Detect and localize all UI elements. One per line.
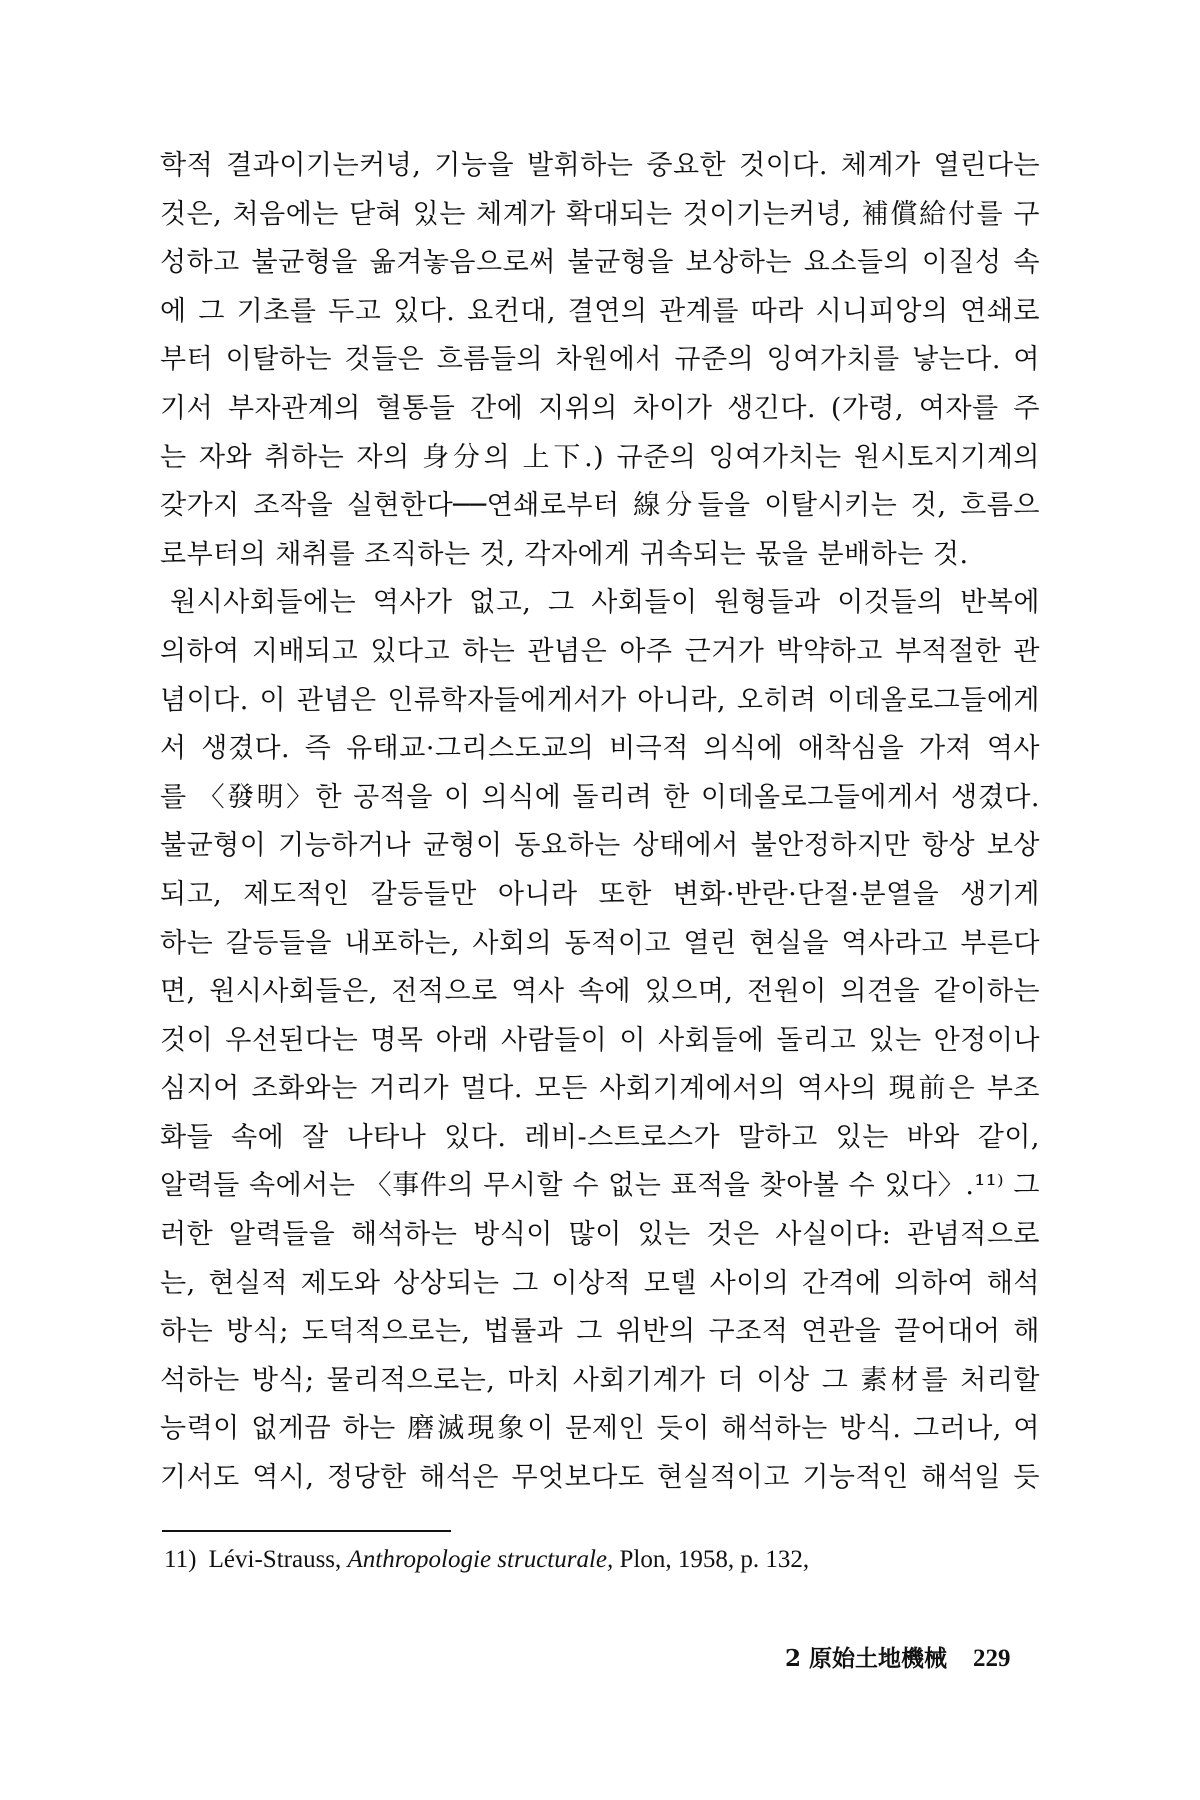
text-line: 부터 이탈하는 것들은 흐름들의 차원에서 규준의 잉여가치를 낳는다. 여	[160, 344, 1040, 376]
text-line: 원시사회들에는 역사가 없고, 그 사회들이 원형들과 이것들의 반복에	[170, 587, 1040, 619]
text-line: 념이다. 이 관념은 인류학자들에게서가 아니라, 오히려 이데올로그들에게	[160, 684, 1040, 716]
text-line: 불균형이 기능하거나 균형이 동요하는 상태에서 불안정하지만 항상 보상	[160, 830, 1040, 862]
text-line: 서 생겼다. 즉 유태교·그리스도교의 비극적 의식에 애착심을 가져 역사	[160, 733, 1040, 765]
footnote-number: 11)	[164, 1546, 197, 1573]
footnote-author: Lévi-Strauss,	[208, 1546, 342, 1573]
text-line: 를 〈發明〉한 공적을 이 의식에 돌리려 한 이데올로그들에게서 생겼다.	[160, 781, 1040, 813]
page-number: 229	[973, 1645, 1011, 1672]
text-line: 하는 방식; 도덕적으로는, 법률과 그 위반의 구조적 연관을 끌어대어 해	[160, 1316, 1040, 1348]
footnote-publication: Plon, 1958, p. 132,	[619, 1546, 810, 1573]
text-line: 것이 우선된다는 명목 아래 사람들이 이 사회들에 돌리고 있는 안정이나	[160, 1024, 1040, 1056]
text-line: 기서 부자관계의 혈통들 간에 지위의 차이가 생긴다. (가령, 여자를 주	[160, 392, 1040, 424]
running-footer	[785, 1640, 1011, 1673]
text-line: 면, 원시사회들은, 전적으로 역사 속에 있으며, 전원이 의견을 같이하는	[160, 976, 1040, 1008]
text-line: 알력들 속에서는 〈事件의 무시할 수 없는 표적을 찾아볼 수 있다〉.¹¹⁾ 그	[160, 1170, 1040, 1202]
body-text	[160, 142, 1040, 1503]
footnote-title: Anthropologie structurale,	[347, 1546, 614, 1573]
text-line: 능력이 없게끔 하는 磨滅現象이 문제인 듯이 해석하는 방식. 그러나, 여	[160, 1413, 1040, 1445]
text-line: 성하고 불균형을 옮겨놓음으로써 불균형을 보상하는 요소들의 이질성 속	[160, 247, 1040, 279]
text-line: 로부터의 채취를 조직하는 것, 각자에게 귀속되는 몫을 분배하는 것.	[160, 538, 969, 570]
text-line: 학적 결과이기는커녕, 기능을 발휘하는 중요한 것이다. 체계가 열린다는	[160, 150, 1040, 181]
text-line: 화들 속에 잘 나타나 있다. 레비-스트로스가 말하고 있는 바와 같이,	[160, 1121, 1040, 1153]
footnote	[164, 1546, 809, 1574]
text-line: 는 자와 취하는 자의 身分의 上下.) 규준의 잉여가치는 원시토지기계의	[160, 441, 1040, 473]
text-line: 것은, 처음에는 닫혀 있는 체계가 확대되는 것이기는커녕, 補償給付를 구	[160, 198, 1040, 230]
text-line: 하는 갈등들을 내포하는, 사회의 동적이고 열린 현실을 역사라고 부른다	[160, 927, 1040, 959]
text-line: 는, 현실적 제도와 상상되는 그 이상적 모델 사이의 간격에 의하여 해석	[160, 1267, 1040, 1299]
text-line: 러한 알력들을 해석하는 방식이 많이 있는 것은 사실이다: 관념적으로	[160, 1219, 1040, 1251]
text-line: 석하는 방식; 물리적으로는, 마치 사회기계가 더 이상 그 素材를 처리할	[160, 1364, 1040, 1396]
chapter-title: 2 原始土地機械	[785, 1645, 948, 1672]
text-line: 의하여 지배되고 있다고 하는 관념은 아주 근거가 박약하고 부적절한 관	[160, 635, 1040, 667]
text-line: 갖가지 조작을 실현한다──연쇄로부터 線分들을 이탈시키는 것, 흐름으	[160, 490, 1040, 522]
text-line: 심지어 조화와는 거리가 멀다. 모든 사회기계에서의 역사의 現前은 부조	[160, 1073, 1040, 1105]
footnote-divider	[162, 1530, 451, 1532]
text-line: 에 그 기초를 두고 있다. 요컨대, 결연의 관계를 따라 시니피앙의 연쇄로	[160, 295, 1040, 327]
text-line: 되고, 제도적인 갈등들만 아니라 또한 변화·반란·단절·분열을 생기게	[160, 878, 1040, 910]
text-line: 기서도 역시, 정당한 해석은 무엇보다도 현실적이고 기능적인 해석일 듯	[160, 1462, 1040, 1494]
